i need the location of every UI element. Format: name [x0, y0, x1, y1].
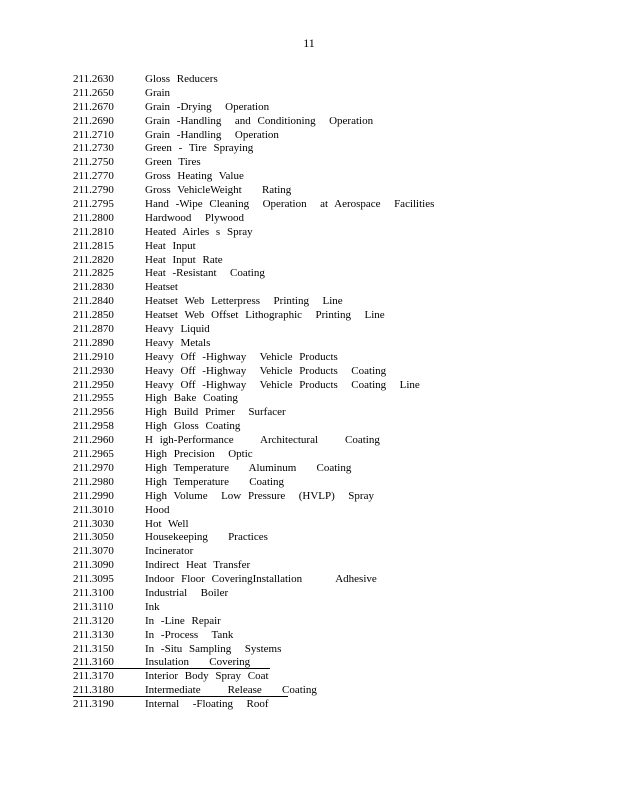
defined-term: Internal -Floating Roof	[145, 698, 269, 711]
section-number: 211.2795	[73, 198, 114, 211]
defined-term: Heat -Resistant Coating	[145, 267, 265, 280]
section-number: 211.2980	[73, 475, 114, 488]
defined-term: Heated Airles s Spray	[145, 225, 253, 238]
list-item	[73, 129, 593, 143]
defined-term: Interior Body Spray Coat	[145, 670, 269, 683]
list-item	[73, 184, 593, 198]
defined-term: Incinerator	[145, 545, 194, 558]
list-item	[73, 226, 593, 240]
list-item	[73, 379, 593, 393]
section-number: 211.2800	[73, 211, 114, 224]
section-number: 211.3180	[73, 684, 114, 697]
list-item	[73, 434, 593, 448]
section-number: 211.3120	[73, 614, 114, 627]
defined-term: In -Process Tank	[145, 628, 234, 641]
list-item	[73, 392, 593, 406]
section-number: 211.2810	[73, 225, 114, 238]
defined-term: Housekeeping Practices	[145, 531, 268, 544]
list-item	[73, 87, 593, 101]
section-number: 211.2770	[73, 170, 114, 183]
defined-term: In -Line Repair	[145, 614, 221, 627]
defined-term: High Temperature Aluminum Coating	[145, 461, 352, 474]
defined-term: Heavy Liquid	[145, 323, 210, 336]
defined-term: Heatset Web Letterpress Printing Line	[145, 295, 343, 308]
defined-term: High Bake Coating	[145, 392, 238, 405]
list-item	[73, 142, 593, 156]
list-item	[73, 406, 593, 420]
defined-term: Heat Input	[145, 239, 196, 252]
list-item	[73, 601, 593, 615]
section-number: 211.2950	[73, 378, 114, 391]
list-item	[73, 198, 593, 212]
defined-term: Grain	[145, 86, 171, 99]
defined-term: Heatset Web Offset Lithographic Printing Line	[145, 309, 385, 322]
section-number: 211.2965	[73, 448, 114, 461]
list-item	[73, 490, 593, 504]
section-number: 211.2955	[73, 392, 114, 405]
list-item	[73, 476, 593, 490]
defined-term: Heat Input Rate	[145, 253, 223, 266]
section-number: 211.2958	[73, 420, 114, 433]
defined-term: Industrial Boiler	[145, 586, 229, 599]
list-item	[73, 115, 593, 129]
list-item	[73, 462, 593, 476]
defined-term: Hot Well	[145, 517, 189, 530]
defined-term: Heatset	[145, 281, 178, 294]
section-number: 211.2830	[73, 281, 114, 294]
section-number: 211.2970	[73, 461, 114, 474]
list-item	[73, 254, 593, 268]
section-number: 211.3110	[73, 600, 114, 613]
section-number: 211.2956	[73, 406, 114, 419]
defined-term: Gross VehicleWeight Rating	[145, 184, 292, 197]
section-number: 211.2850	[73, 309, 114, 322]
section-number: 211.2870	[73, 323, 114, 336]
section-number: 211.2690	[73, 114, 114, 127]
defined-term: Heavy Off -Highway Vehicle Products	[145, 350, 338, 363]
defined-term: Gloss Reducers	[145, 73, 218, 85]
defined-term: Indoor Floor CoveringInstallation Adhesive	[145, 573, 377, 586]
defined-term: High Precision Optic	[145, 448, 253, 461]
defined-term: Green Tires	[145, 156, 201, 169]
defined-term: Grain -Handling Operation	[145, 128, 279, 141]
page-number: 11	[303, 36, 315, 50]
section-number: 211.3160	[73, 656, 114, 669]
defined-term: Hardwood Plywood	[145, 211, 245, 224]
list-item	[73, 101, 593, 115]
defined-term: High Gloss Coating	[145, 420, 241, 433]
list-item	[73, 281, 593, 295]
list-item	[73, 365, 593, 379]
list-item	[73, 448, 593, 462]
list-item	[73, 545, 593, 559]
defined-term: Gross Heating Value	[145, 170, 244, 183]
defined-term: Heavy Metals	[145, 336, 211, 349]
section-number: 211.3095	[73, 573, 114, 586]
list-item	[73, 351, 593, 365]
list-item	[73, 295, 593, 309]
defined-term: Hand -Wipe Cleaning Operation at Aerospace Facilities	[145, 198, 435, 211]
section-number: 211.2650	[73, 86, 114, 99]
defined-term: High Build Primer Surfacer	[145, 406, 286, 419]
list-item	[73, 504, 593, 518]
list-item	[73, 698, 593, 712]
section-number: 211.2670	[73, 100, 114, 113]
section-number: 211.3030	[73, 517, 114, 530]
defined-term: Grain -Handling and Conditioning Operation	[145, 114, 374, 127]
list-item	[73, 337, 593, 351]
section-number: 211.3070	[73, 545, 114, 558]
section-number: 211.2820	[73, 253, 114, 266]
list-item	[73, 518, 593, 532]
list-item	[73, 531, 593, 545]
section-number: 211.3010	[73, 503, 114, 516]
section-number: 211.3130	[73, 628, 114, 641]
section-number: 211.2890	[73, 336, 114, 349]
defined-term: In -Situ Sampling Systems	[145, 642, 282, 655]
list-item	[73, 323, 593, 337]
section-number: 211.2710	[73, 128, 114, 141]
defined-term: Insulation Covering	[145, 656, 251, 669]
section-number: 211.2630	[73, 73, 114, 85]
defined-term: High Temperature Coating	[145, 475, 285, 488]
defined-term: Indirect Heat Transfer	[145, 559, 251, 572]
section-number: 211.2910	[73, 350, 114, 363]
list-item	[73, 212, 593, 226]
section-number: 211.3090	[73, 559, 114, 572]
section-number: 211.2815	[73, 239, 114, 252]
list-item	[73, 684, 593, 698]
section-number: 211.3150	[73, 642, 114, 655]
section-number: 211.2960	[73, 434, 114, 447]
list-item	[73, 656, 593, 670]
list-item	[73, 267, 593, 281]
defined-term: Ink	[145, 600, 160, 613]
defined-term: H igh-Performance Architectural Coating	[145, 434, 380, 447]
section-number: 211.3170	[73, 670, 114, 683]
list-item	[73, 643, 593, 657]
list-item	[73, 309, 593, 323]
defined-term: Intermediate Release Coating	[145, 684, 317, 697]
defined-term: Green - Tire Spraying	[145, 142, 254, 155]
list-item	[73, 587, 593, 601]
definitions-list	[73, 73, 593, 712]
section-number: 211.3100	[73, 586, 114, 599]
section-number: 211.2790	[73, 184, 114, 197]
list-item	[73, 573, 593, 587]
list-item	[73, 559, 593, 573]
section-number: 211.3050	[73, 531, 114, 544]
list-item	[73, 156, 593, 170]
section-number: 211.2990	[73, 489, 114, 502]
list-item	[73, 73, 593, 87]
list-item	[73, 240, 593, 254]
section-number: 211.2825	[73, 267, 114, 280]
section-number: 211.2840	[73, 295, 114, 308]
list-item	[73, 420, 593, 434]
section-number: 211.3190	[73, 698, 114, 711]
section-number: 211.2930	[73, 364, 114, 377]
defined-term: Heavy Off -Highway Vehicle Products Coating Line	[145, 378, 420, 391]
list-item	[73, 170, 593, 184]
defined-term: Heavy Off -Highway Vehicle Products Coating	[145, 364, 387, 377]
defined-term: Grain -Drying Operation	[145, 100, 270, 113]
section-number: 211.2730	[73, 142, 114, 155]
list-item	[73, 670, 593, 684]
defined-term: Hood	[145, 503, 170, 516]
list-item	[73, 629, 593, 643]
section-number: 211.2750	[73, 156, 114, 169]
list-item	[73, 615, 593, 629]
defined-term: High Volume Low Pressure (HVLP) Spray	[145, 489, 374, 502]
